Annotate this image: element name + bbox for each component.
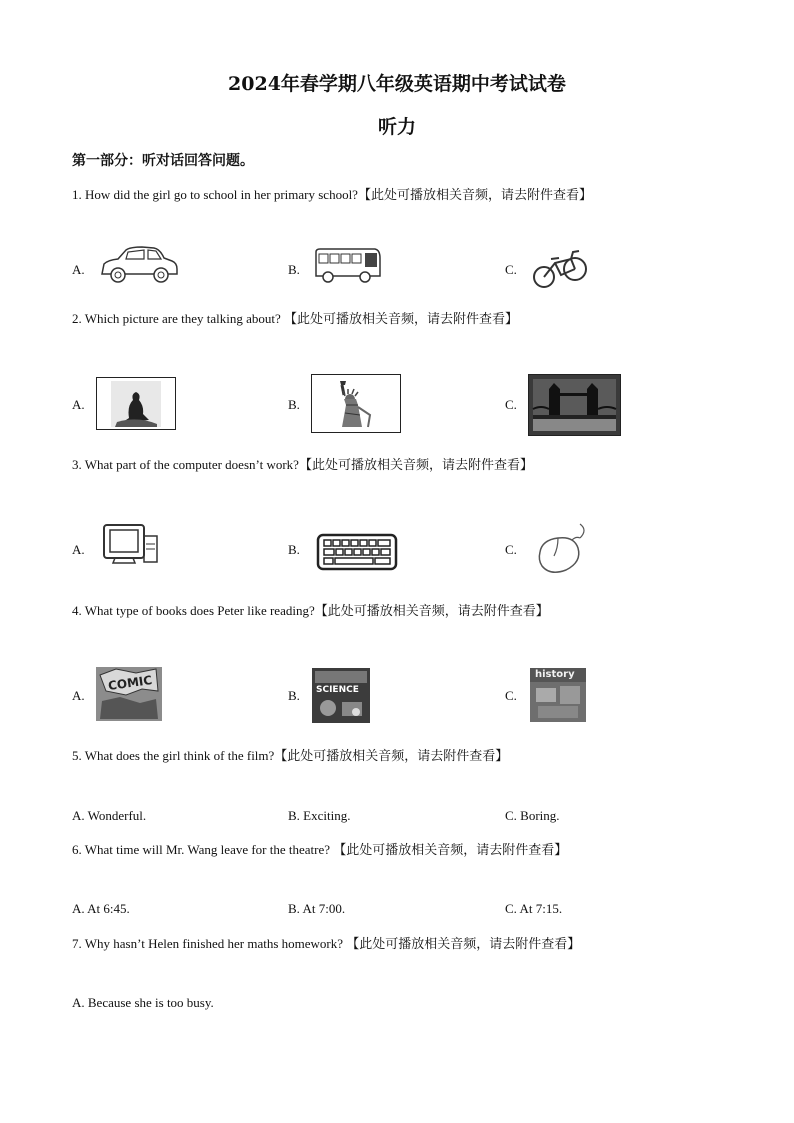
mouse-icon: [532, 522, 590, 583]
keyboard-icon: [316, 531, 398, 578]
listening-heading: 听力: [377, 116, 416, 138]
q4-option-a-label: A.: [72, 688, 85, 703]
section-heading: 第一部分：听对话回答问题。: [72, 153, 254, 169]
exam-title: 2024年春学期八年级英语期中考试试卷: [228, 73, 566, 95]
history-book-cover: [530, 668, 586, 722]
q2-option-c-label: C.: [505, 397, 517, 412]
q7-option-a: A. Because she is too busy.: [72, 995, 214, 1010]
q3-option-c-label: C.: [505, 542, 517, 557]
science-cover-text: SCIENCE: [316, 685, 359, 695]
car-icon: [98, 244, 180, 291]
question-4: 4. What type of books does Peter like reading?【此处可播放相关音频，请去附件查看】: [72, 603, 549, 618]
q5-option-b: B. Exciting.: [288, 808, 351, 823]
q4-option-c-label: C.: [505, 688, 517, 703]
bus-icon: [313, 246, 383, 291]
q5-option-a: A. Wonderful.: [72, 808, 147, 823]
question-3: 3. What part of the computer doesn’t work?【此处可播放相关音频，请去附件查看】: [72, 457, 533, 472]
q6-option-c: C. At 7:15.: [505, 901, 563, 916]
q4-option-b-label: B.: [288, 688, 300, 703]
comic-book-cover: [96, 667, 162, 721]
q6-option-b: B. At 7:00.: [288, 901, 346, 916]
q5-option-c: C. Boring.: [505, 808, 560, 823]
question-7: 7. Why hasn’t Helen finished her maths homework? 【此处可播放相关音频，请去附件查看】: [72, 936, 581, 951]
monitor-icon: [101, 522, 161, 571]
q2-option-b-label: B.: [288, 397, 300, 412]
history-cover-text: history: [535, 669, 575, 680]
question-2: 2. Which picture are they talking about? 【此处可播放相关音频，请去附件查看】: [72, 311, 519, 326]
comic-cover-text: COMIC: [107, 672, 153, 694]
q3-option-a-label: A.: [72, 542, 85, 557]
question-5: 5. What does the girl think of the film?【此处可播放相关音频，请去附件查看】: [72, 748, 509, 763]
q6-option-a: A. At 6:45.: [72, 901, 130, 916]
q2-option-a-label: A.: [72, 397, 85, 412]
question-6: 6. What time will Mr. Wang leave for the theatre? 【此处可播放相关音频，请去附件查看】: [72, 842, 568, 857]
science-book-cover: [312, 668, 370, 723]
q3-option-b-label: B.: [288, 542, 300, 557]
tower-bridge-photo: [528, 374, 621, 436]
statue-of-liberty-photo: [311, 374, 401, 433]
bicycle-icon: [531, 247, 591, 296]
q1-option-b-label: B.: [288, 262, 300, 277]
q1-option-a-label: A.: [72, 262, 85, 277]
question-1: 1. How did the girl go to school in her primary school?【此处可播放相关音频，请去附件查看】: [72, 187, 592, 202]
mermaid-statue-photo: [96, 377, 176, 430]
q1-option-c-label: C.: [505, 262, 517, 277]
